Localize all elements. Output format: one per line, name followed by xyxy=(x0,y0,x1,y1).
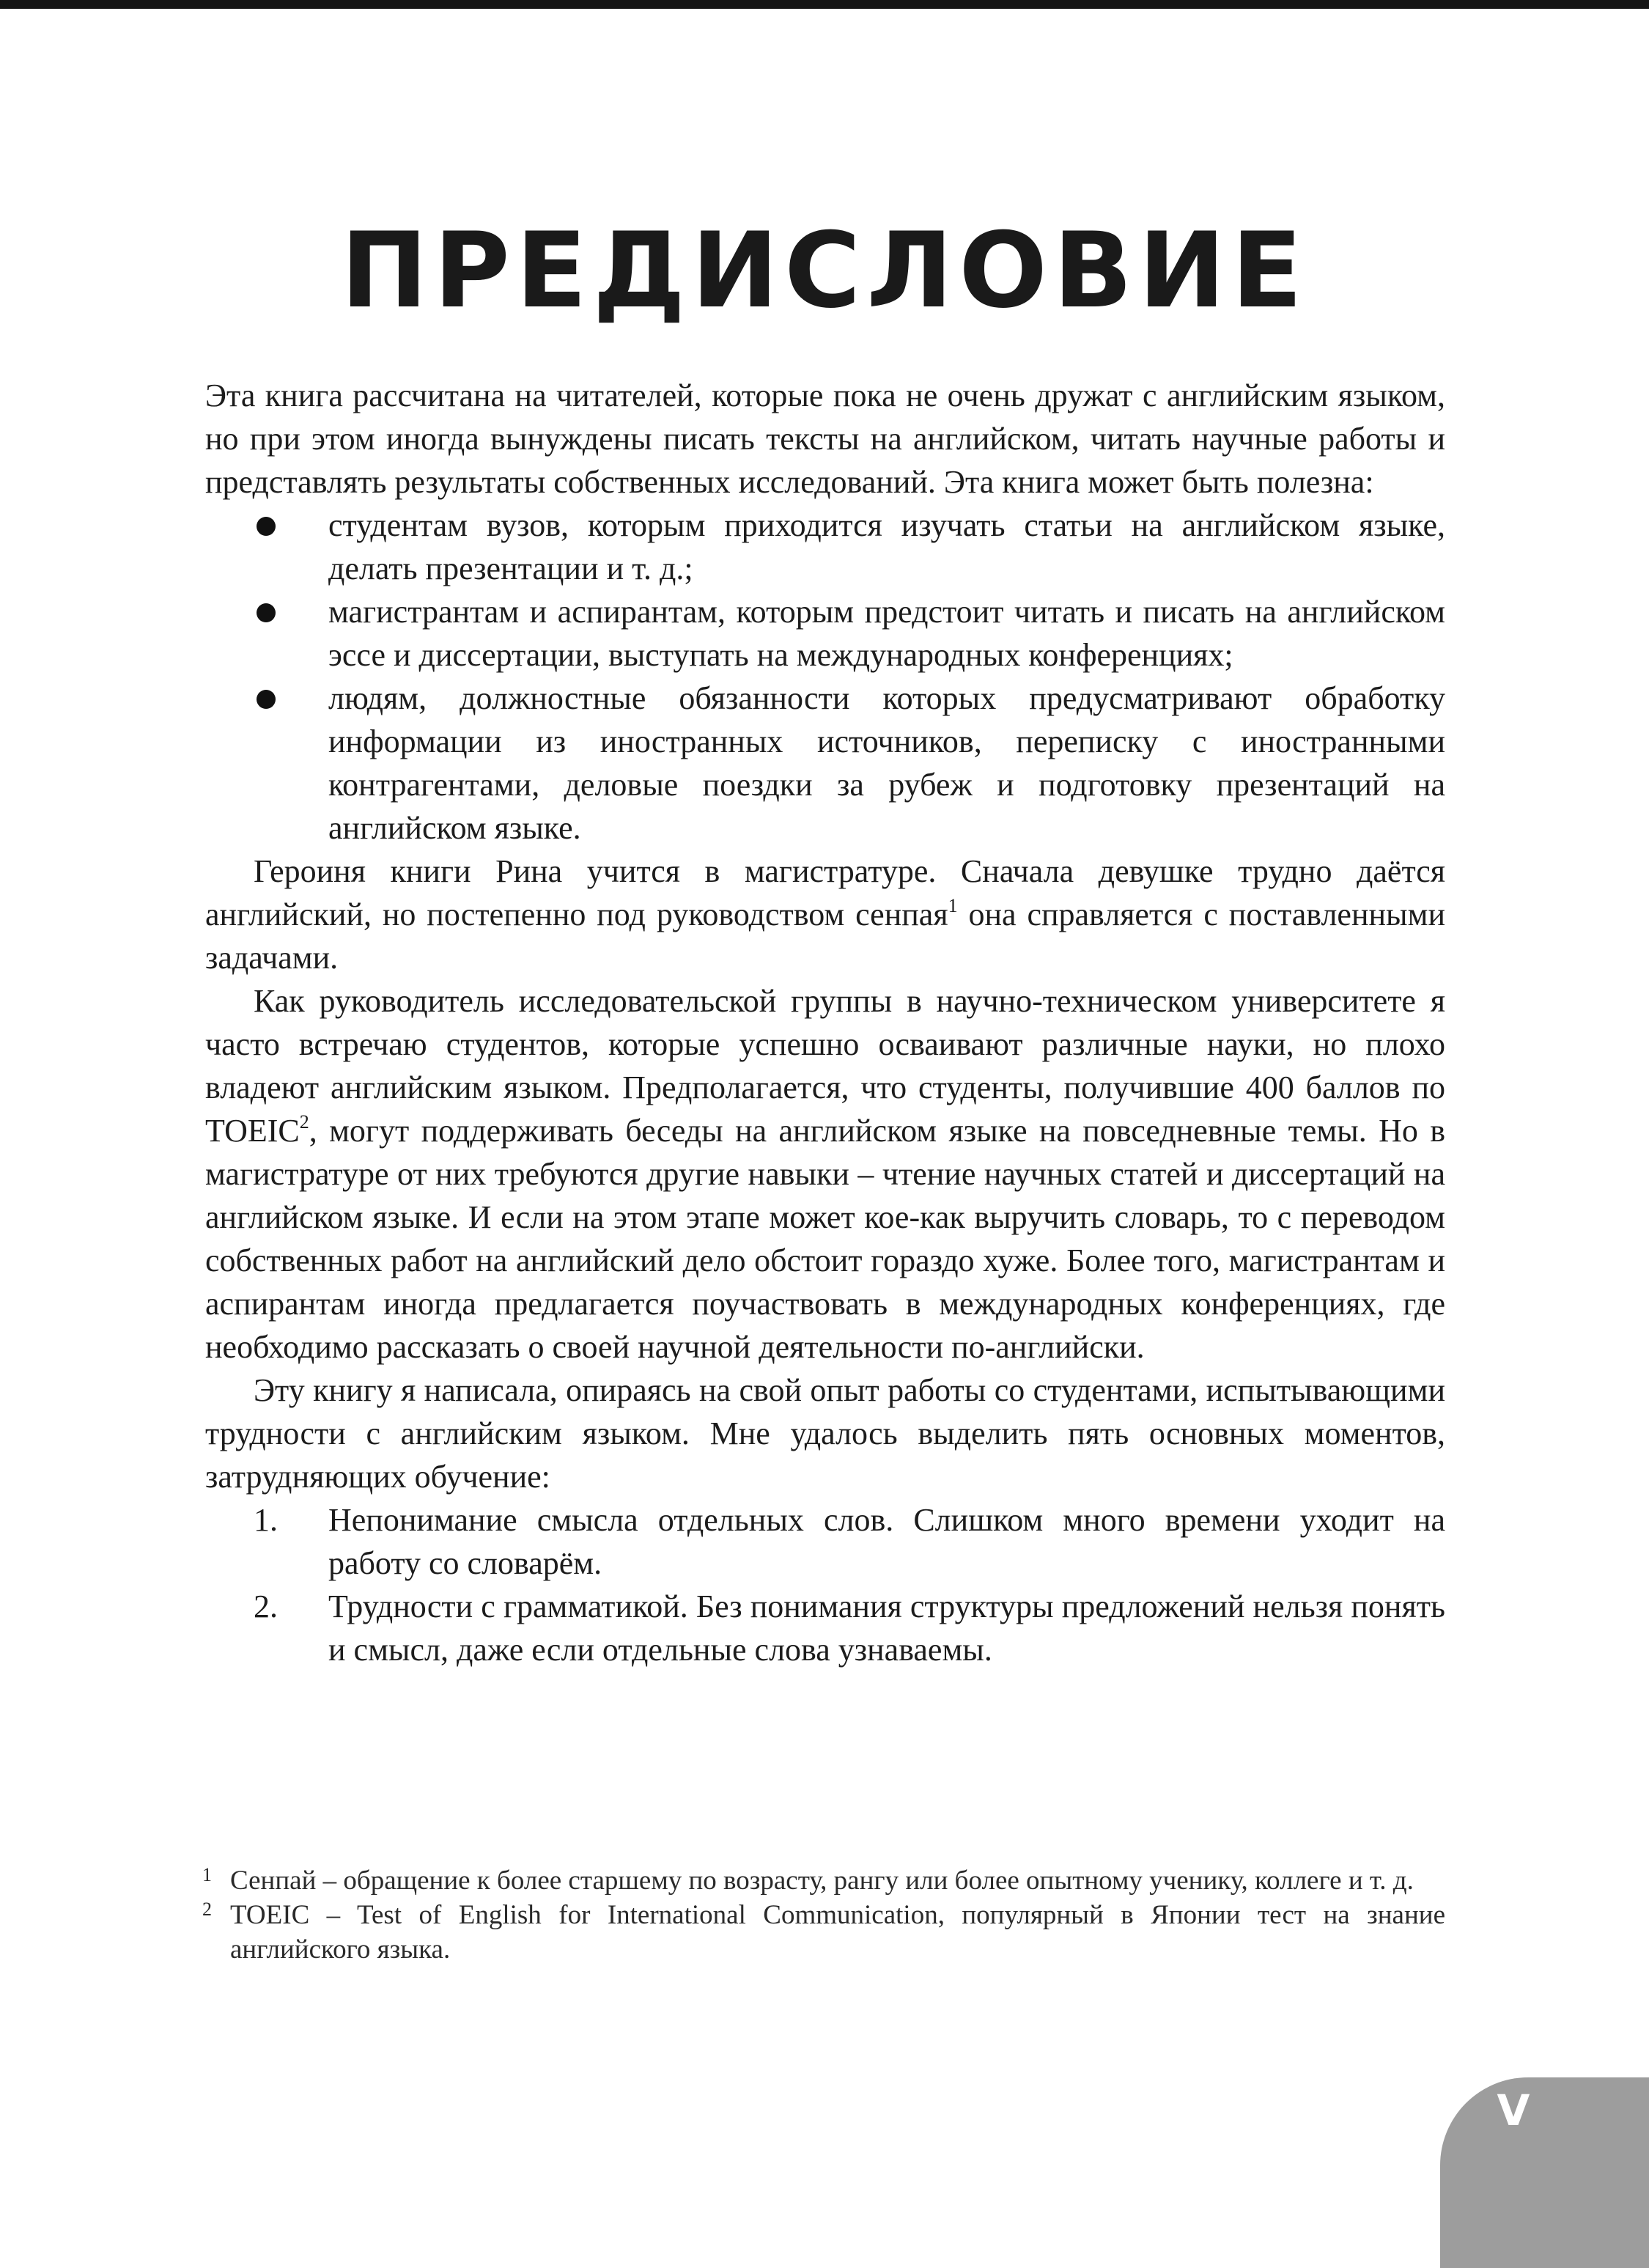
footnote xyxy=(202,1863,1445,1898)
list-item xyxy=(205,590,1445,677)
item-number: 2. xyxy=(254,1588,278,1624)
footnotes xyxy=(202,1863,1445,1967)
item-text: Трудности с грамматикой. Без понимания структуры предложений нельзя понять и смысл, даже если отдельные слова узнаваемы. xyxy=(328,1588,1445,1668)
item-number: 1. xyxy=(254,1502,278,1538)
footnote-mark: 1 xyxy=(202,1864,212,1885)
list-item xyxy=(205,677,1445,850)
audience-list xyxy=(205,504,1445,850)
page-title: ПРЕДИСЛОВИЕ xyxy=(340,210,1309,331)
paragraph-text: она справляется с поставленными задачами. xyxy=(205,896,1446,976)
list-item-text: людям, должностные обязанности которых предусматривают обработку информации из иностранных источников, переписку с иностранными контрагентами, деловые поездки за рубеж и подготовку презентаций на английском языке. xyxy=(328,680,1445,846)
footnote-mark: 2 xyxy=(202,1899,212,1920)
bullet-icon xyxy=(257,517,276,536)
paragraph-text: Как руководитель исследовательской группы в научно-техническом университете я часто встречаю студентов, которые успешно осваивают различные науки, но плохо владеют английским языком. Предполагается, что студенты, получившие 400 баллов по TOEIC xyxy=(205,983,1445,1149)
page-number: V xyxy=(1497,2085,1530,2135)
list-item-text: магистрантам и аспирантам, которым предстоит читать и писать на английском эссе и диссертации, выступать на международных конференциях; xyxy=(328,594,1445,673)
heroine-paragraph xyxy=(205,850,1445,979)
list-item xyxy=(205,504,1445,590)
page-number-tab xyxy=(1440,2077,1649,2268)
page-top-edge xyxy=(0,0,1649,9)
bullet-icon xyxy=(257,690,276,709)
intro-paragraph: Эта книга рассчитана на читателей, которые пока не очень дружат с английским языком, но при этом иногда вынуждены писать тексты на английском, читать научные работы и представлять результаты собственных исследований. Эта книга может быть полезна: xyxy=(205,378,1445,500)
footnote-reference: 1 xyxy=(948,895,958,917)
main-text xyxy=(205,374,1445,1671)
footnote-reference: 2 xyxy=(299,1111,309,1133)
bullet-icon xyxy=(257,603,276,622)
footnote-text: Сенпай – обращение к более старшему по возрасту, рангу или более опытному ученику, коллеге и т. д. xyxy=(230,1866,1414,1896)
numbered-item xyxy=(205,1585,1445,1671)
supervisor-paragraph xyxy=(205,979,1445,1369)
paragraph-text: Героиня книги Рина учится в магистратуре. Сначала девушке трудно даётся английский, но постепенно под руководством сенпая xyxy=(205,853,1445,932)
paragraph-text: , могут поддерживать беседы на английском языке на повседневные темы. Но в магистратуре от них требуются другие навыки – чтение научных статей и диссертаций на английском языке. И если на этом этапе может кое-как выручить словарь, то с переводом собственных работ на английский дело обстоит гораздо хуже. Более того, магистрантам и аспирантам иногда предлагается поучаствовать в международных конференциях, где необходимо рассказать о своей научной деятельности по-английски. xyxy=(205,1113,1445,1365)
footnote-text: TOEIC – Test of English for International Communication, популярный в Японии тест на знание английского языка. xyxy=(230,1900,1445,1965)
list-item-text: студентам вузов, которым приходится изучать статьи на английском языке, делать презентации и т. д.; xyxy=(328,507,1445,586)
author-paragraph: Эту книгу я написала, опираясь на свой опыт работы со студентами, испытывающими трудности с английским языком. Мне удалось выделить пять основных моментов, затрудняющих обучение: xyxy=(205,1372,1445,1495)
item-text: Непонимание смысла отдельных слов. Слишком много времени уходит на работу со словарём. xyxy=(328,1502,1445,1581)
footnote xyxy=(202,1898,1445,1967)
numbered-item xyxy=(205,1498,1445,1585)
difficulties-list xyxy=(205,1498,1445,1671)
